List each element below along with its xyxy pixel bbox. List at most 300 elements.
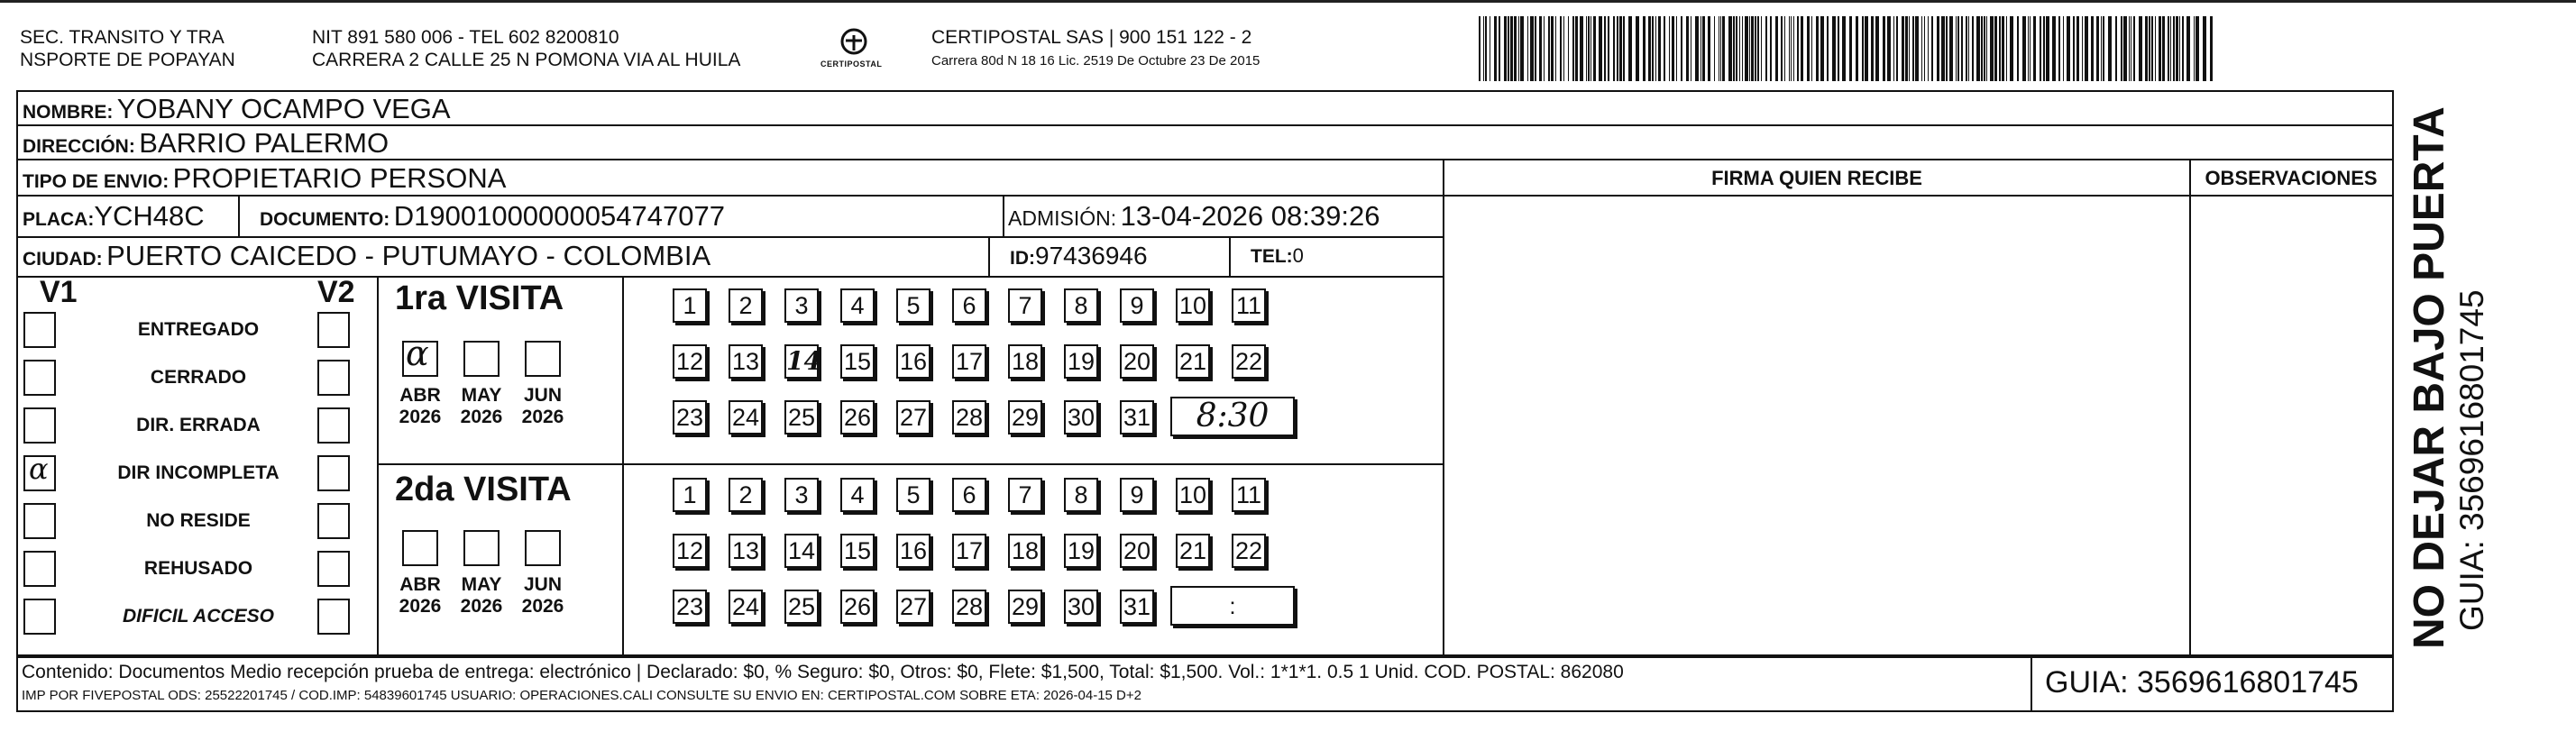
barcode-bar <box>1604 16 1606 81</box>
barcode-bar <box>1568 16 1569 81</box>
day-cell[interactable]: 16 <box>896 534 930 568</box>
recipient-name: YOBANY OCAMPO VEGA <box>116 93 451 124</box>
month-label: JUN <box>523 574 562 595</box>
barcode-bar <box>1728 16 1732 81</box>
barcode-bar <box>1504 16 1507 81</box>
year-label: 2026 <box>399 407 442 427</box>
barcode-bar <box>1801 16 1803 81</box>
barcode-bar <box>2058 16 2060 81</box>
month-checkbox[interactable] <box>463 530 500 566</box>
barcode-bar <box>1636 16 1639 81</box>
barcode-bar <box>1937 16 1939 81</box>
barcode-bar <box>1623 16 1625 81</box>
day-cell[interactable]: 19 <box>1064 534 1098 568</box>
status-v2-checkbox[interactable] <box>317 599 350 635</box>
barcode-bar <box>1990 16 1994 81</box>
month-checkbox[interactable] <box>402 334 438 377</box>
day-cell[interactable]: 11 <box>1232 478 1266 512</box>
barcode-bar <box>2017 16 2019 81</box>
status-v2-checkbox[interactable] <box>317 455 350 491</box>
barcode-bar <box>2121 16 2122 81</box>
day-cell[interactable]: 21 <box>1176 534 1210 568</box>
day-cell[interactable]: 18 <box>1008 344 1042 379</box>
barcode-bar <box>1986 16 1987 81</box>
barcode-bar <box>1896 16 1898 81</box>
barcode-bar <box>1535 16 1536 81</box>
barcode-bar <box>1613 16 1615 81</box>
day-cell[interactable]: 23 <box>673 400 707 435</box>
day-cell[interactable]: 13 <box>729 534 763 568</box>
day-cell[interactable]: 2 <box>729 478 763 512</box>
day-cell[interactable]: 5 <box>896 478 930 512</box>
barcode-bar <box>1757 16 1759 81</box>
barcode-bar <box>2182 16 2184 81</box>
barcode-bar <box>1946 16 1948 81</box>
barcode-bar <box>1941 16 1945 81</box>
barcode-bar <box>1816 16 1819 81</box>
barcode-bar <box>1714 16 1715 81</box>
address-line: CARRERA 2 CALLE 25 N POMONA VIA AL HUILA <box>312 50 741 70</box>
time-box[interactable] <box>1170 586 1295 626</box>
barcode-bar <box>2010 16 2013 81</box>
day-cell[interactable]: 21 <box>1176 344 1210 379</box>
month-label: JUN <box>523 385 562 406</box>
divider-firma <box>1443 160 1444 656</box>
day-cell[interactable]: 18 <box>1008 534 1042 568</box>
barcode-bar <box>1485 16 1487 81</box>
barcode-bar <box>1514 16 1517 81</box>
day-cell[interactable]: 28 <box>952 400 986 435</box>
divider-observaciones <box>2189 160 2191 656</box>
barcode-bar <box>1981 16 1983 81</box>
day-cell[interactable]: 15 <box>840 534 875 568</box>
barcode-bar <box>1563 16 1564 81</box>
status-v2-checkbox[interactable] <box>317 503 350 539</box>
barcode-bar <box>2103 16 2104 81</box>
day-cell[interactable]: 8 <box>1064 478 1098 512</box>
v2-label: V2 <box>317 275 355 309</box>
barcode-bar <box>1588 16 1590 81</box>
barcode-bar <box>2028 16 2029 81</box>
day-cell[interactable]: 30 <box>1064 400 1098 435</box>
day-cell[interactable] <box>784 344 819 379</box>
time-box[interactable] <box>1170 397 1295 436</box>
city-value: PUERTO CAICEDO - PUTUMAYO - COLOMBIA <box>106 240 711 271</box>
plate-value: YCH48C <box>94 200 205 232</box>
barcode-bar <box>1655 16 1656 81</box>
barcode-bar <box>2002 16 2004 81</box>
status-label: ENTREGADO <box>137 319 260 340</box>
barcode-bar <box>1781 16 1783 81</box>
barcode-bar <box>1494 16 1497 81</box>
status-v1-checkbox[interactable] <box>23 551 56 587</box>
day-cell[interactable]: 1 <box>673 288 707 323</box>
barcode-bar <box>2133 16 2135 81</box>
barcode-bar <box>1865 16 1868 81</box>
barcode-bar <box>1849 16 1852 81</box>
courier-line2: Carrera 80d N 18 16 Lic. 2519 De Octubre 23 De 2015 <box>931 53 1260 69</box>
status-v2-checkbox[interactable] <box>317 360 350 396</box>
org-name-line1: SEC. TRANSITO Y TRA <box>20 27 225 48</box>
day-cell[interactable]: 16 <box>896 344 930 379</box>
org-name-line2: NSPORTE DE POPAYAN <box>20 50 235 70</box>
barcode-bar <box>1883 16 1885 81</box>
barcode-bar <box>1928 16 1929 81</box>
month-checkbox[interactable] <box>463 341 500 377</box>
barcode-bar <box>1530 16 1534 81</box>
barcode-bar <box>2139 16 2142 81</box>
barcode-bar <box>2082 16 2083 81</box>
barcode-bar <box>1575 16 1578 81</box>
barcode-bar <box>2210 16 2213 81</box>
time-value: : <box>1229 592 1236 619</box>
day-cell[interactable]: 6 <box>952 288 986 323</box>
day-cell[interactable]: 27 <box>896 400 930 435</box>
day-cell[interactable]: 26 <box>840 400 875 435</box>
barcode-bar <box>1838 16 1839 81</box>
status-v1-checkbox[interactable] <box>23 360 56 396</box>
barcode-bar <box>1784 16 1785 81</box>
first-visit-title: 1ra VISITA <box>395 279 564 317</box>
divider-footer-guia <box>2031 656 2032 712</box>
barcode-bar <box>1551 16 1554 81</box>
barcode-bar <box>1617 16 1618 81</box>
barcode-bar <box>1739 16 1740 81</box>
day-cell[interactable]: 22 <box>1232 534 1266 568</box>
barcode-bar <box>2096 16 2099 81</box>
footer-contenido: Contenido: Documentos Medio recepción prueba de entrega: electrónico | Declarado: $0, % Seguro: $0, Otros: $0, Flete: $1,500, Total: $1,500. Vol.: 1*1*1. 0.5 1 Unid. COD. POSTAL: 862080 <box>22 662 1624 682</box>
day-cell[interactable]: 4 <box>840 288 875 323</box>
day-cell[interactable]: 11 <box>1232 288 1266 323</box>
barcode-bar <box>2155 16 2156 81</box>
day-cell[interactable]: 5 <box>896 288 930 323</box>
barcode-bar <box>1580 16 1583 81</box>
barcode-bar <box>1791 16 1792 81</box>
barcode-bar <box>1761 16 1762 81</box>
status-v1-checkbox[interactable] <box>23 312 56 348</box>
barcode-bar <box>1827 16 1829 81</box>
barcode-bar <box>2179 16 2180 81</box>
barcode-bar <box>1994 16 1997 81</box>
barcode-bar <box>1608 16 1609 81</box>
barcode-bar <box>2145 16 2148 81</box>
day-cell[interactable]: 7 <box>1008 288 1042 323</box>
barcode-bar <box>1820 16 1824 81</box>
barcode-bar <box>2043 16 2045 81</box>
barcode-bar <box>1695 16 1699 81</box>
barcode-bar <box>1676 16 1677 81</box>
month-checkbox[interactable] <box>525 530 561 566</box>
status-v1-checkbox[interactable] <box>23 599 56 635</box>
status-v1-checkbox[interactable] <box>23 452 56 491</box>
day-cell[interactable]: 12 <box>673 344 707 379</box>
barcode-bar <box>2022 16 2026 81</box>
barcode-bar <box>1755 16 1756 81</box>
status-v2-checkbox[interactable] <box>317 551 350 587</box>
month-check-mark: α <box>406 334 429 373</box>
barcode-bar <box>2162 16 2165 81</box>
logo-text: CERTIPOSTAL <box>820 59 883 69</box>
barcode-bar <box>1510 16 1513 81</box>
day-cell[interactable]: 7 <box>1008 478 1042 512</box>
top-edge-line <box>0 0 2576 3</box>
time-value: 8:30 <box>1196 398 1270 435</box>
day-cell[interactable]: 19 <box>1064 344 1098 379</box>
barcode-bar <box>1871 16 1874 81</box>
barcode-bar <box>1968 16 1969 81</box>
day-cell[interactable]: 31 <box>1120 590 1154 624</box>
barcode-bar <box>1669 16 1670 81</box>
barcode-bar <box>2073 16 2075 81</box>
month-label: MAY <box>461 574 502 595</box>
barcode-bar <box>2168 16 2169 81</box>
month-checkbox[interactable] <box>402 530 438 566</box>
barcode-bar <box>1751 16 1754 81</box>
barcode-bar <box>1984 16 1985 81</box>
barcode-bar <box>1966 16 1967 81</box>
barcode-bar <box>1736 16 1737 81</box>
day-cell[interactable]: 25 <box>784 590 819 624</box>
barcode-bar <box>2046 16 2049 81</box>
barcode-bar <box>1499 16 1500 81</box>
barcode-bar <box>2052 16 2056 81</box>
row-direccion: DIRECCIÓN: BARRIO PALERMO <box>18 126 2392 160</box>
status-v1-checkbox[interactable] <box>23 407 56 444</box>
barcode-bar <box>1652 16 1654 81</box>
barcode-bar <box>2123 16 2127 81</box>
day-cell[interactable]: 28 <box>952 590 986 624</box>
barcode-bar <box>1909 16 1910 81</box>
barcode-bar <box>2159 16 2161 81</box>
barcode-bar <box>1972 16 1974 81</box>
barcode-bar <box>1807 16 1810 81</box>
barcode-bar <box>1912 16 1914 81</box>
side-text <box>2406 72 2505 649</box>
barcode-bar <box>1976 16 1980 81</box>
day-mark: 14 <box>786 346 821 376</box>
year-label: 2026 <box>460 596 503 617</box>
day-cell[interactable]: 29 <box>1008 400 1042 435</box>
barcode-bar <box>1628 16 1632 81</box>
barcode-bar <box>2067 16 2070 81</box>
barcode-bar <box>1593 16 1596 81</box>
barcode-bar <box>1842 16 1846 81</box>
row-tipo: TIPO DE ENVIO: PROPIETARIO PERSONA <box>18 160 1443 197</box>
barcode-bar <box>1931 16 1933 81</box>
barcode-bar <box>1811 16 1812 81</box>
barcode-bar <box>1961 16 1963 81</box>
barcode-bar <box>1586 16 1587 81</box>
day-cell[interactable]: 13 <box>729 344 763 379</box>
day-cell[interactable]: 17 <box>952 534 986 568</box>
day-cell[interactable]: 14 <box>784 534 819 568</box>
day-cell[interactable]: 6 <box>952 478 986 512</box>
document-value: D19001000000054747077 <box>393 200 725 232</box>
day-cell[interactable]: 10 <box>1176 288 1210 323</box>
barcode-bar <box>1949 16 1953 81</box>
barcode-bar <box>2129 16 2130 81</box>
row-placa: PLACA:YCH48C DOCUMENTO: D19001000000054747077 ADMISIÓN: 13-04-2026 08:39:26 <box>18 197 1443 238</box>
status-label: DIFICIL ACCESO <box>122 606 274 627</box>
day-cell[interactable]: 2 <box>729 288 763 323</box>
barcode-bar <box>1672 16 1674 81</box>
day-cell[interactable]: 29 <box>1008 590 1042 624</box>
barcode-bar <box>1832 16 1836 81</box>
tel-value: 0 <box>1292 244 1304 267</box>
barcode-bar <box>1539 16 1542 81</box>
barcode-bar <box>2115 16 2117 81</box>
divider-visits <box>377 463 1443 465</box>
day-cell[interactable]: 27 <box>896 590 930 624</box>
barcode-bar <box>1733 16 1735 81</box>
barcode-bar <box>2030 16 2031 81</box>
status-v1-checkbox[interactable] <box>23 503 56 539</box>
barcode-bar <box>2151 16 2153 81</box>
day-cell[interactable]: 20 <box>1120 344 1154 379</box>
barcode-bar <box>1643 16 1646 81</box>
day-cell[interactable]: 10 <box>1176 478 1210 512</box>
year-label: 2026 <box>521 596 564 617</box>
barcode-bar <box>1765 16 1767 81</box>
barcode-bar <box>1957 16 1959 81</box>
day-cell[interactable]: 9 <box>1120 288 1154 323</box>
day-cell[interactable]: 26 <box>840 590 875 624</box>
barcode-bar <box>1686 16 1689 81</box>
day-cell[interactable]: 25 <box>784 400 819 435</box>
row-nombre: NOMBRE: YOBANY OCAMPO VEGA <box>18 92 2392 126</box>
barcode-bar <box>2194 16 2195 81</box>
barcode-bar <box>1599 16 1602 81</box>
divider-status-visits <box>377 276 379 656</box>
status-v2-checkbox[interactable] <box>317 312 350 348</box>
barcode-bar <box>1905 16 1908 81</box>
day-cell[interactable]: 20 <box>1120 534 1154 568</box>
barcode-bar <box>1544 16 1545 81</box>
barcode-bar <box>2108 16 2112 81</box>
admission-value: 13-04-2026 08:39:26 <box>1120 200 1380 232</box>
barcode-bar <box>1862 16 1864 81</box>
divider-id <box>988 236 990 276</box>
barcode <box>1479 16 2218 81</box>
barcode-bar <box>1508 16 1509 81</box>
barcode-bar <box>1745 16 1748 81</box>
second-visit-title: 2da VISITA <box>395 471 572 508</box>
barcode-bar <box>1793 16 1794 81</box>
day-cell[interactable]: 15 <box>840 344 875 379</box>
barcode-bar <box>2203 16 2206 81</box>
shipment-type: PROPIETARIO PERSONA <box>172 162 507 194</box>
barcode-bar <box>1520 16 1524 81</box>
barcode-bar <box>1572 16 1574 81</box>
barcode-bar <box>1708 16 1710 81</box>
status-label: DIR INCOMPLETA <box>117 462 280 483</box>
barcode-bar <box>1875 16 1879 81</box>
barcode-bar <box>1915 16 1919 81</box>
barcode-bar <box>1902 16 1904 81</box>
day-cell[interactable]: 3 <box>784 288 819 323</box>
status-label: REHUSADO <box>143 558 253 579</box>
barcode-bar <box>1893 16 1894 81</box>
month-label: ABR <box>399 574 441 595</box>
barcode-bar <box>1956 16 1957 81</box>
day-cell[interactable]: 4 <box>840 478 875 512</box>
day-cell[interactable]: 30 <box>1064 590 1098 624</box>
day-cell[interactable]: 22 <box>1232 344 1266 379</box>
day-cell[interactable]: 1 <box>673 478 707 512</box>
status-label: CERRADO <box>150 367 247 388</box>
footer-imp: IMP POR FIVEPOSTAL ODS: 25522201745 / COD.IMP: 54839601745 USUARIO: OPERACIONES.CALI CONSULTE SU ENVIO EN: CERTIPOSTAL.COM SOBRE ETA: 2026-04-15 D+2 <box>22 688 1141 703</box>
barcode-bar <box>2091 16 2094 81</box>
barcode-bar <box>1658 16 1661 81</box>
day-cell[interactable]: 9 <box>1120 478 1154 512</box>
barcode-bar <box>1483 16 1484 81</box>
barcode-bar <box>1789 16 1790 81</box>
barcode-bar <box>2173 16 2175 81</box>
barcode-bar <box>2186 16 2190 81</box>
divider-admision <box>1003 197 1004 236</box>
day-cell[interactable]: 3 <box>784 478 819 512</box>
side-guia: GUIA: 3569616801745 <box>2453 289 2490 631</box>
day-cell[interactable]: 8 <box>1064 288 1098 323</box>
day-cell[interactable]: 31 <box>1120 400 1154 435</box>
barcode-bar <box>2176 16 2178 81</box>
barcode-bar <box>2149 16 2150 81</box>
barcode-bar <box>2101 16 2102 81</box>
id-value: 97436946 <box>1035 242 1148 270</box>
day-cell[interactable]: 12 <box>673 534 707 568</box>
barcode-bar <box>1856 16 1858 81</box>
header-underline <box>1443 195 2393 197</box>
barcode-bar <box>1924 16 1925 81</box>
barcode-bar <box>1742 16 1743 81</box>
nit-line: NIT 891 580 006 - TEL 602 8200810 <box>312 27 619 48</box>
barcode-bar <box>2006 16 2007 81</box>
day-cell[interactable]: 17 <box>952 344 986 379</box>
v1-label: V1 <box>40 275 78 309</box>
barcode-bar <box>1770 16 1772 81</box>
barcode-bar <box>2085 16 2088 81</box>
barcode-bar <box>1664 16 1665 81</box>
barcode-bar <box>1797 16 1799 81</box>
firma-header: FIRMA QUIEN RECIBE <box>1711 167 1922 189</box>
year-label: 2026 <box>521 407 564 427</box>
month-label: ABR <box>399 385 441 406</box>
month-checkbox[interactable] <box>525 341 561 377</box>
certipostal-logo <box>819 25 889 74</box>
observaciones-header: OBSERVACIONES <box>2205 167 2378 189</box>
barcode-bar <box>1681 16 1682 81</box>
barcode-bar <box>2196 16 2199 81</box>
divider-placa <box>238 197 240 236</box>
status-label: NO RESIDE <box>146 510 251 531</box>
day-cell[interactable]: 24 <box>729 400 763 435</box>
barcode-bar <box>1518 16 1519 81</box>
no-dejar-warning: NO DEJAR BAJO PUERTA <box>2406 106 2453 649</box>
divider-months-days <box>622 276 624 656</box>
status-v2-checkbox[interactable] <box>317 407 350 444</box>
year-label: 2026 <box>399 596 442 617</box>
barcode-bar <box>1749 16 1750 81</box>
barcode-bar <box>2040 16 2041 81</box>
barcode-bar <box>1999 16 2001 81</box>
barcode-bar <box>1648 16 1651 81</box>
barcode-bar <box>1722 16 1725 81</box>
day-cell[interactable]: 23 <box>673 590 707 624</box>
status-label: DIR. ERRADA <box>136 415 261 435</box>
day-cell[interactable]: 24 <box>729 590 763 624</box>
barcode-bar <box>1887 16 1891 81</box>
footer-guia: GUIA: 3569616801745 <box>2045 665 2359 700</box>
